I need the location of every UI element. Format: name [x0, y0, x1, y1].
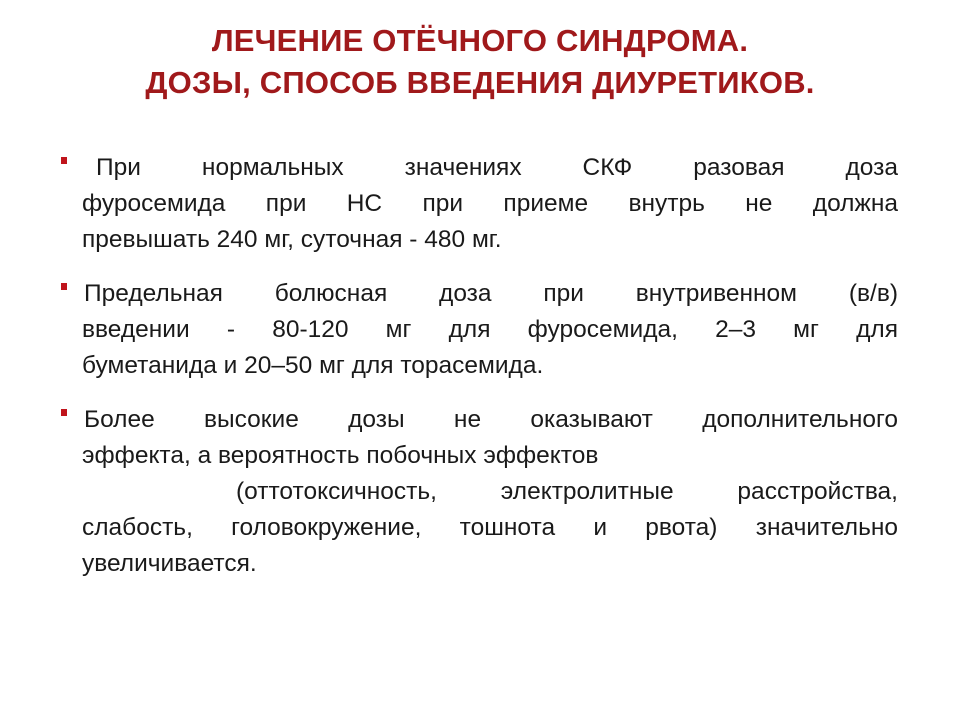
bullet-text-3 — [82, 402, 898, 582]
bullet-2-line-1: Предельная болюсная доза при внутривенном (в/в) — [84, 280, 898, 307]
bullet-3-line-3: (оттотоксичность, электролитные расстройства, — [236, 478, 898, 505]
bullet-3-line-4: слабость, головокружение, тошнота и рвота) значительно — [82, 514, 898, 541]
square-bullet-icon — [61, 283, 67, 290]
bullet-3-line-5: увеличивается. — [82, 550, 257, 577]
slide-title — [60, 20, 900, 104]
bullet-2-line-3: буметанида и 20–50 мг для торасемида. — [82, 352, 544, 379]
bullet-text-1 — [82, 150, 898, 258]
bullet-1-line-3: превышать 240 мг, суточная - 480 мг. — [82, 226, 502, 253]
square-bullet-icon — [61, 157, 67, 164]
bullet-1-line-1: При нормальных значениях СКФ разовая доза — [96, 154, 898, 181]
bullet-3-line-2: эффекта, а вероятность побочных эффектов — [82, 442, 599, 469]
bullet-text-2 — [82, 276, 898, 384]
square-bullet-icon — [61, 409, 67, 416]
bullet-item-3 — [58, 402, 898, 582]
bullet-2-line-2: введении - 80-120 мг для фуросемида, 2–3 мг для — [82, 316, 898, 343]
bullet-item-2 — [58, 276, 898, 384]
bullet-3-line-1: Более высокие дозы не оказывают дополнительного — [84, 406, 898, 433]
bullet-list — [58, 150, 898, 600]
slide-title-line-2: ДОЗЫ, СПОСОБ ВВЕДЕНИЯ ДИУРЕТИКОВ. — [145, 65, 815, 100]
bullet-item-1 — [58, 150, 898, 258]
bullet-1-line-2: фуросемида при НС при приеме внутрь не должна — [82, 190, 898, 217]
slide-title-line-1: ЛЕЧЕНИЕ ОТЁЧНОГО СИНДРОМА. — [211, 23, 749, 58]
